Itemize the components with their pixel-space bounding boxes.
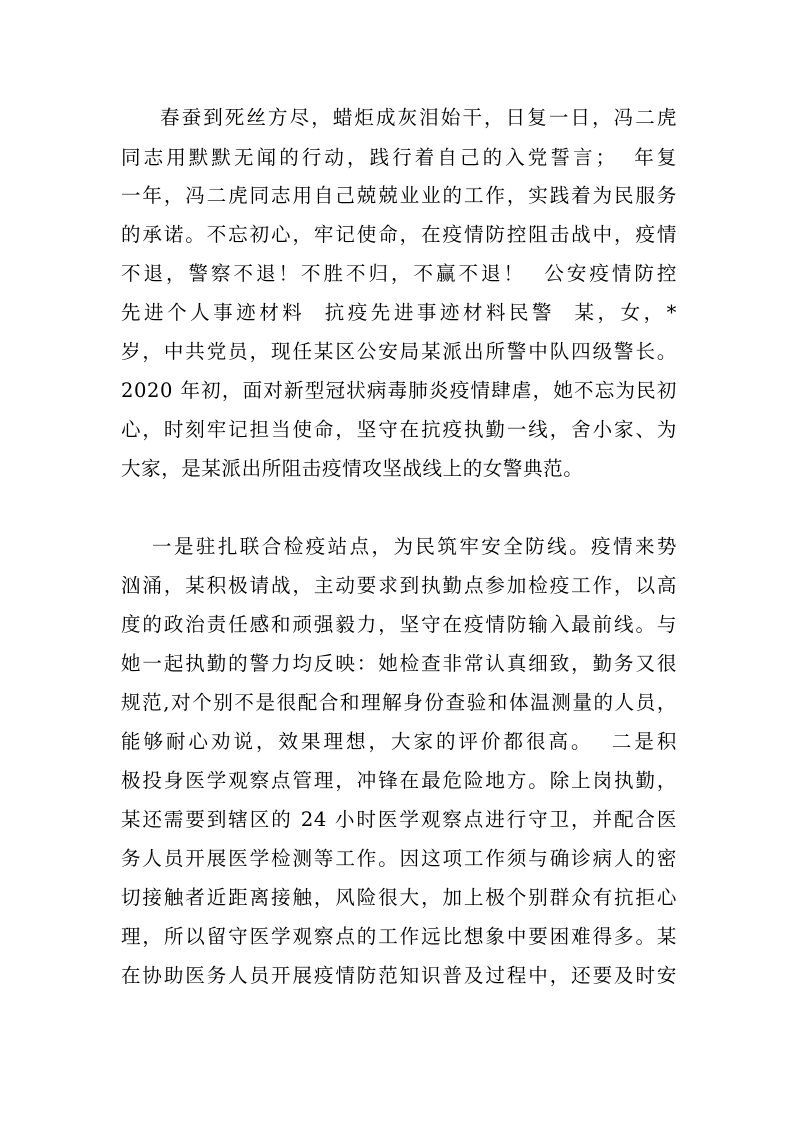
paragraph-line: 度的政治责任感和顽强毅力，坚守在疫情防输入最前线。与 <box>121 613 677 636</box>
paragraph-line: 在协助医务人员开展疫情防范知识普及过程中，还要及时安 <box>121 964 677 987</box>
paragraph-line: 一是驻扎联合检疫站点，为民筑牢安全防线。疫情来势 <box>152 535 677 558</box>
paragraph-line: 不退，警察不退！不胜不归，不赢不退！ 公安疫情防控 <box>121 262 677 285</box>
paragraph-line: 一年，冯二虎同志用自己兢兢业业的工作，实践着为民服务 <box>121 184 677 207</box>
paragraph-line: 切接触者近距离接触，风险很大，加上极个别群众有抗拒心 <box>121 886 677 909</box>
paragraph-line: 的承诺。不忘初心，牢记使命，在疫情防控阻击战中，疫情 <box>121 223 677 246</box>
paragraph-line: 汹涌，某积极请战，主动要求到执勤点参加检疫工作，以高 <box>121 574 677 597</box>
paragraph-line: 理，所以留守医学观察点的工作远比想象中要困难得多。某 <box>121 925 677 948</box>
paragraph-line: 先进个人事迹材料 抗疫先进事迹材料民警 某，女，* <box>121 301 677 324</box>
paragraph-line: 岁，中共党员，现任某区公安局某派出所警中队四级警长。 <box>121 340 677 363</box>
paragraph-line: 能够耐心劝说，效果理想，大家的评价都很高。 二是积 <box>121 730 677 753</box>
paragraph-line: 大家，是某派出所阻击疫情攻坚战线上的女警典范。 <box>121 457 584 480</box>
paragraph-line: 心，时刻牢记担当使命，坚守在抗疫执勤一线，舍小家、为 <box>121 418 677 441</box>
paragraph-line: 春蚕到死丝方尽，蜡炬成灰泪始干，日复一日，冯二虎 <box>160 106 677 129</box>
paragraph-line: 某还需要到辖区的 24 小时医学观察点进行守卫，并配合医 <box>121 808 677 831</box>
paragraph-line: 极投身医学观察点管理，冲锋在最危险地方。除上岗执勤， <box>121 769 677 792</box>
paragraph-line: 2020 年初，面对新型冠状病毒肺炎疫情肆虐，她不忘为民初 <box>121 379 677 402</box>
paragraph-line: 务人员开展医学检测等工作。因这项工作须与确诊病人的密 <box>121 847 677 870</box>
paragraph-line: 规范,对个别不是很配合和理解身份查验和体温测量的人员， <box>121 691 677 714</box>
paragraph-line: 她一起执勤的警力均反映：她检查非常认真细致，勤务又很 <box>121 652 677 675</box>
paragraph-line: 同志用默默无闻的行动，践行着自己的入党誓言； 年复 <box>121 146 677 169</box>
